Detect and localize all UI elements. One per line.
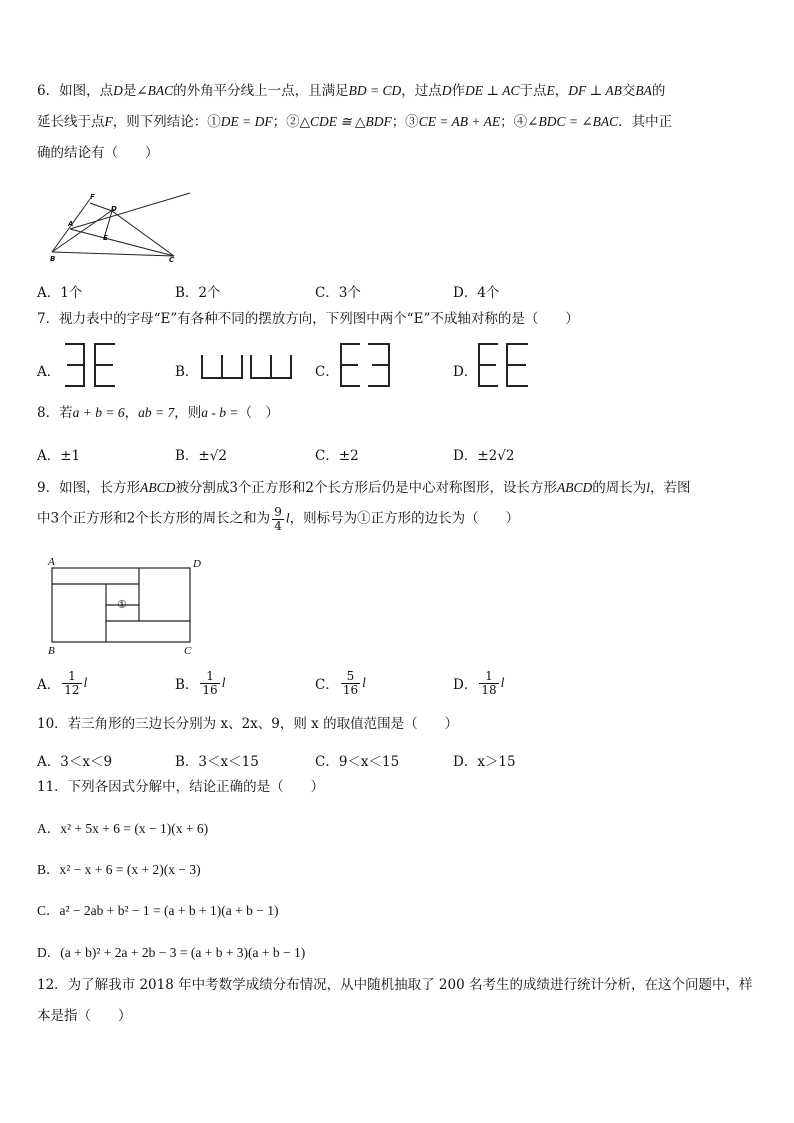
- fig9-label-a: A: [48, 556, 55, 568]
- q10-option-a[interactable]: A．3＜x＜9: [37, 754, 113, 770]
- fig6-label-a: A: [68, 220, 74, 228]
- q11-option-b[interactable]: B．x² − x + 6 = (x + 2)(x − 3): [37, 862, 201, 877]
- fig9-label-b: B: [48, 645, 55, 657]
- q9-line2: 中3个正方形和2个长方形的周长之和为 $\frac{9}{4}$ l，则标号为①正方形的边长为（ ）: [37, 505, 520, 533]
- q6-line1: 6．如图，点D是∠BAC的外角平分线上一点，且满足BD = CD，过点D作DE ⊥ AC于点E，DF ⊥ AB交BA的: [37, 83, 666, 99]
- q9-figure: [44, 553, 204, 663]
- q9-option-b[interactable]: B． $\frac{1}{16}$ l: [175, 669, 226, 697]
- fig6-label-e: E: [103, 234, 108, 242]
- q6-option-c[interactable]: C．3个: [315, 285, 361, 301]
- q11-stem: 11．下列各因式分解中，结论正确的是（ ）: [37, 779, 325, 795]
- q7-option-b-label[interactable]: B．: [175, 364, 199, 380]
- q6-option-b[interactable]: B．2个: [175, 285, 221, 301]
- q10-option-b[interactable]: B．3＜x＜15: [175, 754, 259, 770]
- q7-option-c-figure: [339, 342, 399, 392]
- q6-line3: 确的结论有（ ）: [37, 145, 159, 161]
- q9-line1: 9．如图，长方形ABCD被分割成3个正方形和2个长方形后仍是中心对称图形，设长方形ABCD的周长为l，若图: [37, 480, 691, 496]
- q6-line2: 延长线于点F，则下列结论：①DE = DF；②△CDE ≅ △BDF；③CE = AB + AE；④∠BDC = ∠BAC．其中正: [37, 114, 673, 130]
- fig6-label-c: C: [169, 256, 175, 264]
- q8-stem: 8．若a + b = 6，ab = 7，则a - b =（ ）: [37, 405, 279, 421]
- q9-option-c[interactable]: C． $\frac{5}{16}$ l: [315, 669, 366, 697]
- q8-option-c[interactable]: C．±2: [315, 448, 359, 464]
- q12-line2: 本是指（ ）: [37, 1008, 132, 1024]
- fig9-label-d: D: [193, 558, 201, 570]
- q11-option-c[interactable]: C．a² − 2ab + b² − 1 = (a + b + 1)(a + b − 1): [37, 903, 279, 918]
- q9-option-a[interactable]: A． $\frac{1}{12}$ l: [37, 669, 88, 697]
- q7-option-d-label[interactable]: D．: [453, 364, 478, 380]
- fig9-label-c: C: [184, 645, 192, 657]
- q9-option-d[interactable]: D． $\frac{1}{18}$ l: [453, 669, 505, 697]
- q7-option-c-label[interactable]: C．: [315, 364, 339, 380]
- q8-option-b[interactable]: B．±√2: [175, 448, 227, 464]
- q8-option-d[interactable]: D．±2√2: [453, 448, 515, 464]
- q10-option-c[interactable]: C．9＜x＜15: [315, 754, 400, 770]
- q7-stem: 7．视力表中的字母“E”有各种不同的摆放方向，下列图中两个“E”不成轴对称的是（ ）: [37, 311, 579, 327]
- q7-option-d-figure: [477, 342, 537, 392]
- q10-option-d[interactable]: D．x＞15: [453, 754, 516, 770]
- q7-option-b-figure: [200, 352, 300, 382]
- q6-option-a[interactable]: A．1个: [37, 285, 83, 301]
- q12-line1: 12．为了解我市 2018 年中考数学成绩分布情况，从中随机抽取了 200 名考生的成绩进行统计分析，在这个问题中，样: [37, 977, 753, 993]
- q7-option-a-label[interactable]: A．: [37, 364, 61, 380]
- fig6-label-d: D: [111, 205, 117, 213]
- q6-figure: [50, 185, 200, 265]
- q10-stem: 10．若三角形的三边长分别为 x、2x、9，则 x 的取值范围是（ ）: [37, 716, 459, 732]
- q6-option-d[interactable]: D．4个: [453, 285, 500, 301]
- q9-fraction: $\frac{9}{4}$: [274, 505, 282, 533]
- fig6-label-b: B: [50, 255, 56, 263]
- q11-option-a[interactable]: A．x² + 5x + 6 = (x − 1)(x + 6): [37, 821, 209, 836]
- q11-option-d[interactable]: D．(a + b)² + 2a + 2b − 3 = (a + b + 3)(a + b − 1): [37, 945, 306, 960]
- fig9-label-square-1: ①: [117, 598, 127, 611]
- q7-option-a-figure: [62, 342, 122, 392]
- fig6-label-f: F: [90, 193, 95, 201]
- q8-option-a[interactable]: A．±1: [37, 448, 81, 464]
